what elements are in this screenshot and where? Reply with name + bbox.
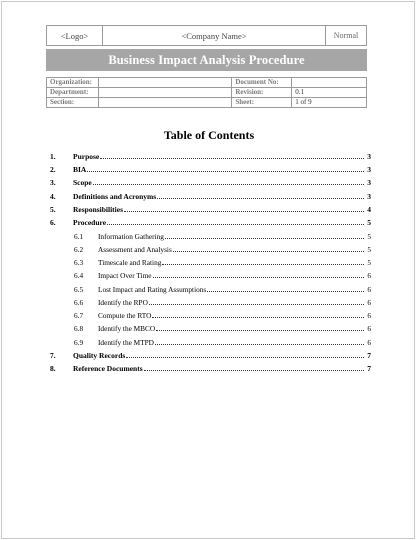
toc-entry[interactable] [50, 189, 371, 201]
toc-entry[interactable] [74, 335, 371, 347]
toc-entry[interactable] [74, 308, 371, 320]
document-status: Normal [333, 31, 359, 40]
toc-entry-page: 6 [367, 298, 371, 307]
toc-dot-leader [162, 264, 364, 265]
toc-entry[interactable] [50, 348, 371, 360]
sheet-label: Sheet: [232, 98, 292, 108]
toc-entry-page: 3 [367, 152, 371, 161]
toc-entry-number: 6.5 [74, 285, 84, 294]
toc-heading: Table of Contents [163, 128, 255, 142]
toc-entry-page: 6 [367, 285, 371, 294]
toc-entry-page: 6 [367, 324, 371, 333]
toc-entry-label: Lost Impact and Rating Assumptions [98, 285, 207, 294]
toc-entry-page: 4 [367, 205, 371, 214]
toc-entry-number: 6.8 [74, 324, 84, 333]
section-label: Section: [47, 98, 99, 108]
toc-entry-label: Impact Over Time [98, 271, 152, 280]
company-name-placeholder: <Company Name> [103, 26, 326, 45]
toc-entry-label: Procedure [73, 218, 107, 227]
header-table [46, 25, 367, 46]
toc-dot-leader [157, 198, 364, 199]
toc-entry[interactable] [50, 162, 371, 174]
info-row-department [47, 88, 367, 98]
toc-entry[interactable] [50, 202, 371, 214]
info-row-section [47, 98, 367, 108]
toc-entry-label: Identify the RPO [98, 298, 148, 307]
toc-entry-page: 6 [367, 338, 371, 347]
toc-entry-number: 6.1 [74, 232, 84, 241]
toc-entry-page: 5 [367, 232, 371, 241]
toc-dot-leader [87, 171, 364, 172]
toc-entry-label: Definitions and Acronyms [73, 192, 157, 201]
organization-label: Organization: [47, 78, 99, 88]
organization-value [98, 78, 231, 88]
document-page [1, 1, 415, 539]
toc-dot-leader [173, 251, 364, 252]
document-no-label: Document No: [232, 78, 292, 88]
document-info-table [46, 77, 367, 108]
sheet-value: 1 of 9 [292, 98, 367, 108]
info-row-organization [47, 78, 367, 88]
toc-entry-number: 6.6 [74, 298, 84, 307]
toc-entry[interactable] [50, 175, 371, 187]
toc-entry[interactable] [74, 321, 371, 333]
toc-entry-number: 1. [50, 152, 56, 161]
toc-entry-label: Identify the MBCO [98, 324, 156, 333]
toc-entry-number: 6.2 [74, 245, 84, 254]
toc-entry-page: 3 [367, 192, 371, 201]
revision-value: 0.1 [292, 88, 367, 98]
department-label: Department: [47, 88, 99, 98]
toc-entry-label: Information Gathering [98, 232, 164, 241]
toc-entry-number: 2. [50, 165, 56, 174]
toc-entry-label: Timescale and Rating [98, 258, 162, 267]
toc-entry-page: 5 [367, 218, 371, 227]
toc-entry-label: Responsibilities [73, 205, 124, 214]
toc-entry-label: Reference Documents [73, 364, 143, 373]
toc-entry-number: 7. [50, 351, 56, 360]
toc-dot-leader [107, 224, 364, 225]
toc-entry-page: 5 [367, 258, 371, 267]
toc-dot-leader [126, 357, 364, 358]
toc-entry-number: 3. [50, 178, 56, 187]
toc-entry[interactable] [50, 361, 371, 373]
logo-placeholder: <Logo> [47, 26, 103, 45]
toc-entry-label: Compute the RTO [98, 311, 152, 320]
toc-dot-leader [124, 211, 364, 212]
toc-entry-number: 5. [50, 205, 56, 214]
toc-entry-label: Identify the MTPD [98, 338, 154, 347]
toc-entry-number: 6.4 [74, 271, 84, 280]
toc-entry[interactable] [50, 215, 371, 227]
document-title: Business Impact Analysis Procedure [46, 49, 367, 71]
toc-entry-label: Quality Records [73, 351, 126, 360]
toc-entry-label: Assessment and Analysis [98, 245, 172, 254]
department-value [98, 88, 231, 98]
toc-entry[interactable] [74, 268, 371, 280]
section-value [98, 98, 231, 108]
toc-entry-label: Purpose [73, 152, 100, 161]
toc-dot-leader [100, 158, 364, 159]
toc-dot-leader [165, 238, 364, 239]
toc-dot-leader [155, 344, 364, 345]
toc-entry-page: 3 [367, 178, 371, 187]
toc-dot-leader [156, 330, 364, 331]
toc-entry-page: 5 [367, 245, 371, 254]
toc-dot-leader [153, 277, 364, 278]
toc-entry-page: 3 [367, 165, 371, 174]
toc-entry-page: 7 [367, 351, 371, 360]
toc-entry-number: 6.3 [74, 258, 84, 267]
toc-entry[interactable] [74, 295, 371, 307]
toc-dot-leader [144, 370, 364, 371]
toc-entry-number: 6.7 [74, 311, 84, 320]
toc-dot-leader [152, 317, 364, 318]
toc-dot-leader [207, 291, 364, 292]
toc-entry-label: BIA [73, 165, 87, 174]
revision-label: Revision: [232, 88, 292, 98]
toc-entry-page: 6 [367, 311, 371, 320]
toc-entry[interactable] [74, 282, 371, 294]
toc-entry-number: 6.9 [74, 338, 84, 347]
toc-entry-number: 6. [50, 218, 56, 227]
toc-dot-leader [149, 304, 364, 305]
toc-dot-leader [93, 184, 364, 185]
toc-entry-number: 4. [50, 192, 56, 201]
toc-entry[interactable] [74, 242, 371, 254]
toc-entry-number: 8. [50, 364, 56, 373]
document-no-value [292, 78, 367, 88]
toc-entry[interactable] [74, 255, 371, 267]
toc-entry[interactable] [74, 229, 371, 241]
toc-entry-label: Scope [73, 178, 92, 187]
toc-entry-page: 6 [367, 271, 371, 280]
toc-entry[interactable] [50, 149, 371, 161]
toc-entry-page: 7 [367, 364, 371, 373]
